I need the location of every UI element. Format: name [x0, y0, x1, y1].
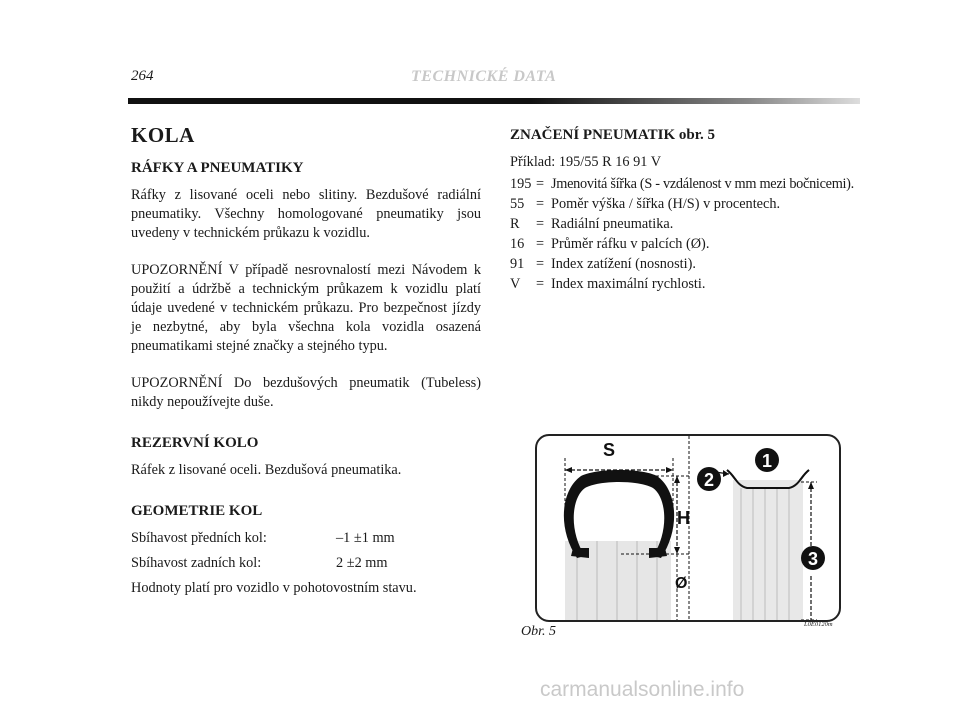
- geometry-row-front: [131, 529, 481, 548]
- tire-cross-section: [564, 470, 674, 620]
- spec-row: [510, 195, 855, 214]
- spec-desc: Index maximální rychlosti.: [551, 276, 706, 292]
- spec-row: [510, 235, 855, 254]
- spare-heading: REZERVNÍ KOLO: [131, 435, 259, 451]
- spec-code: 91: [510, 256, 525, 272]
- spec-code: V: [510, 276, 521, 292]
- spec-eq: =: [536, 256, 545, 272]
- tire-example: Příklad: 195/55 R 16 91 V: [510, 154, 662, 170]
- callout-2: 2: [703, 470, 715, 490]
- spec-desc: Index zatížení (nosnosti).: [551, 256, 696, 272]
- spec-code: 16: [510, 236, 525, 252]
- spec-row: [510, 175, 855, 194]
- spec-eq: =: [536, 236, 545, 252]
- spec-row: [510, 275, 855, 294]
- geometry-value: –1 ±1 mm: [336, 530, 395, 546]
- spec-eq: =: [536, 196, 545, 212]
- spare-text: Ráfek z lisované oceli. Bezdušová pneumatika.: [131, 462, 402, 478]
- callout-3: 3: [807, 549, 819, 569]
- spec-eq: =: [536, 216, 545, 232]
- geometry-label: Sbíhavost předních kol:: [131, 530, 267, 546]
- label-diameter: Ø: [675, 575, 688, 592]
- figure-code: L0E0120m: [804, 621, 833, 628]
- spec-desc: Průměr ráfku v palcích (Ø).: [551, 236, 710, 252]
- spec-eq: =: [536, 176, 545, 192]
- geometry-label: Sbíhavost zadních kol:: [131, 555, 262, 571]
- page-number: 264: [131, 68, 154, 84]
- warning-1: UPOZORNĚNÍ V případě nesrovnalostí mezi Návodem k použití a údržbě a technickým průkazem k vozidlu platí údaje uvedené v technickém průkazu. Pro bezpečnost jízdy je nezbytné, aby byla všechna kola vozidla osazená pneumatikami stejné značky a stejného typu.: [131, 262, 481, 354]
- spec-code: R: [510, 216, 520, 232]
- spec-desc: Poměr výška / šířka (H/S) v procentech.: [551, 196, 781, 212]
- warning-2: UPOZORNĚNÍ Do bezdušových pneumatik (Tubeless) nikdy nepoužívejte duše.: [131, 375, 481, 410]
- tread-view: [715, 470, 817, 620]
- spec-desc: Jmenovitá šířka (S - vzdálenost v mm mezi bočnicemi).: [551, 176, 854, 192]
- label-s: S: [603, 440, 616, 460]
- spec-row: [510, 255, 855, 274]
- figure-caption: Obr. 5: [521, 624, 557, 639]
- rims-heading: RÁFKY A PNEUMATIKY: [131, 160, 304, 176]
- watermark: carmanualsonline.info: [540, 678, 745, 701]
- rims-text: Ráfky z lisované oceli nebo slitiny. Bezdušové radiální pneumatiky. Všechny homologované pneumatiky jsou uvedeny v technickém průkazu k vozidlu.: [131, 187, 481, 241]
- spec-eq: =: [536, 276, 545, 292]
- callout-1: 1: [761, 451, 773, 471]
- label-h: H: [677, 508, 690, 528]
- left-column: [131, 123, 481, 598]
- tire-marking-heading: ZNAČENÍ PNEUMATIK obr. 5: [510, 127, 716, 143]
- section-title: TECHNICKÉ DATA: [411, 68, 557, 85]
- spec-desc: Radiální pneumatika.: [551, 216, 674, 232]
- spec-row: [510, 215, 855, 234]
- geometry-note: Hodnoty platí pro vozidlo v pohotovostním stavu.: [131, 580, 417, 596]
- geometry-value: 2 ±2 mm: [336, 555, 388, 571]
- header-rule: [128, 98, 860, 104]
- spec-code: 55: [510, 196, 525, 212]
- page-title: KOLA: [131, 123, 195, 147]
- right-column: [510, 126, 855, 295]
- geometry-heading: GEOMETRIE KOL: [131, 503, 263, 519]
- geometry-row-rear: [131, 554, 481, 573]
- tire-diagram: [535, 434, 841, 622]
- spec-code: 195: [510, 176, 532, 192]
